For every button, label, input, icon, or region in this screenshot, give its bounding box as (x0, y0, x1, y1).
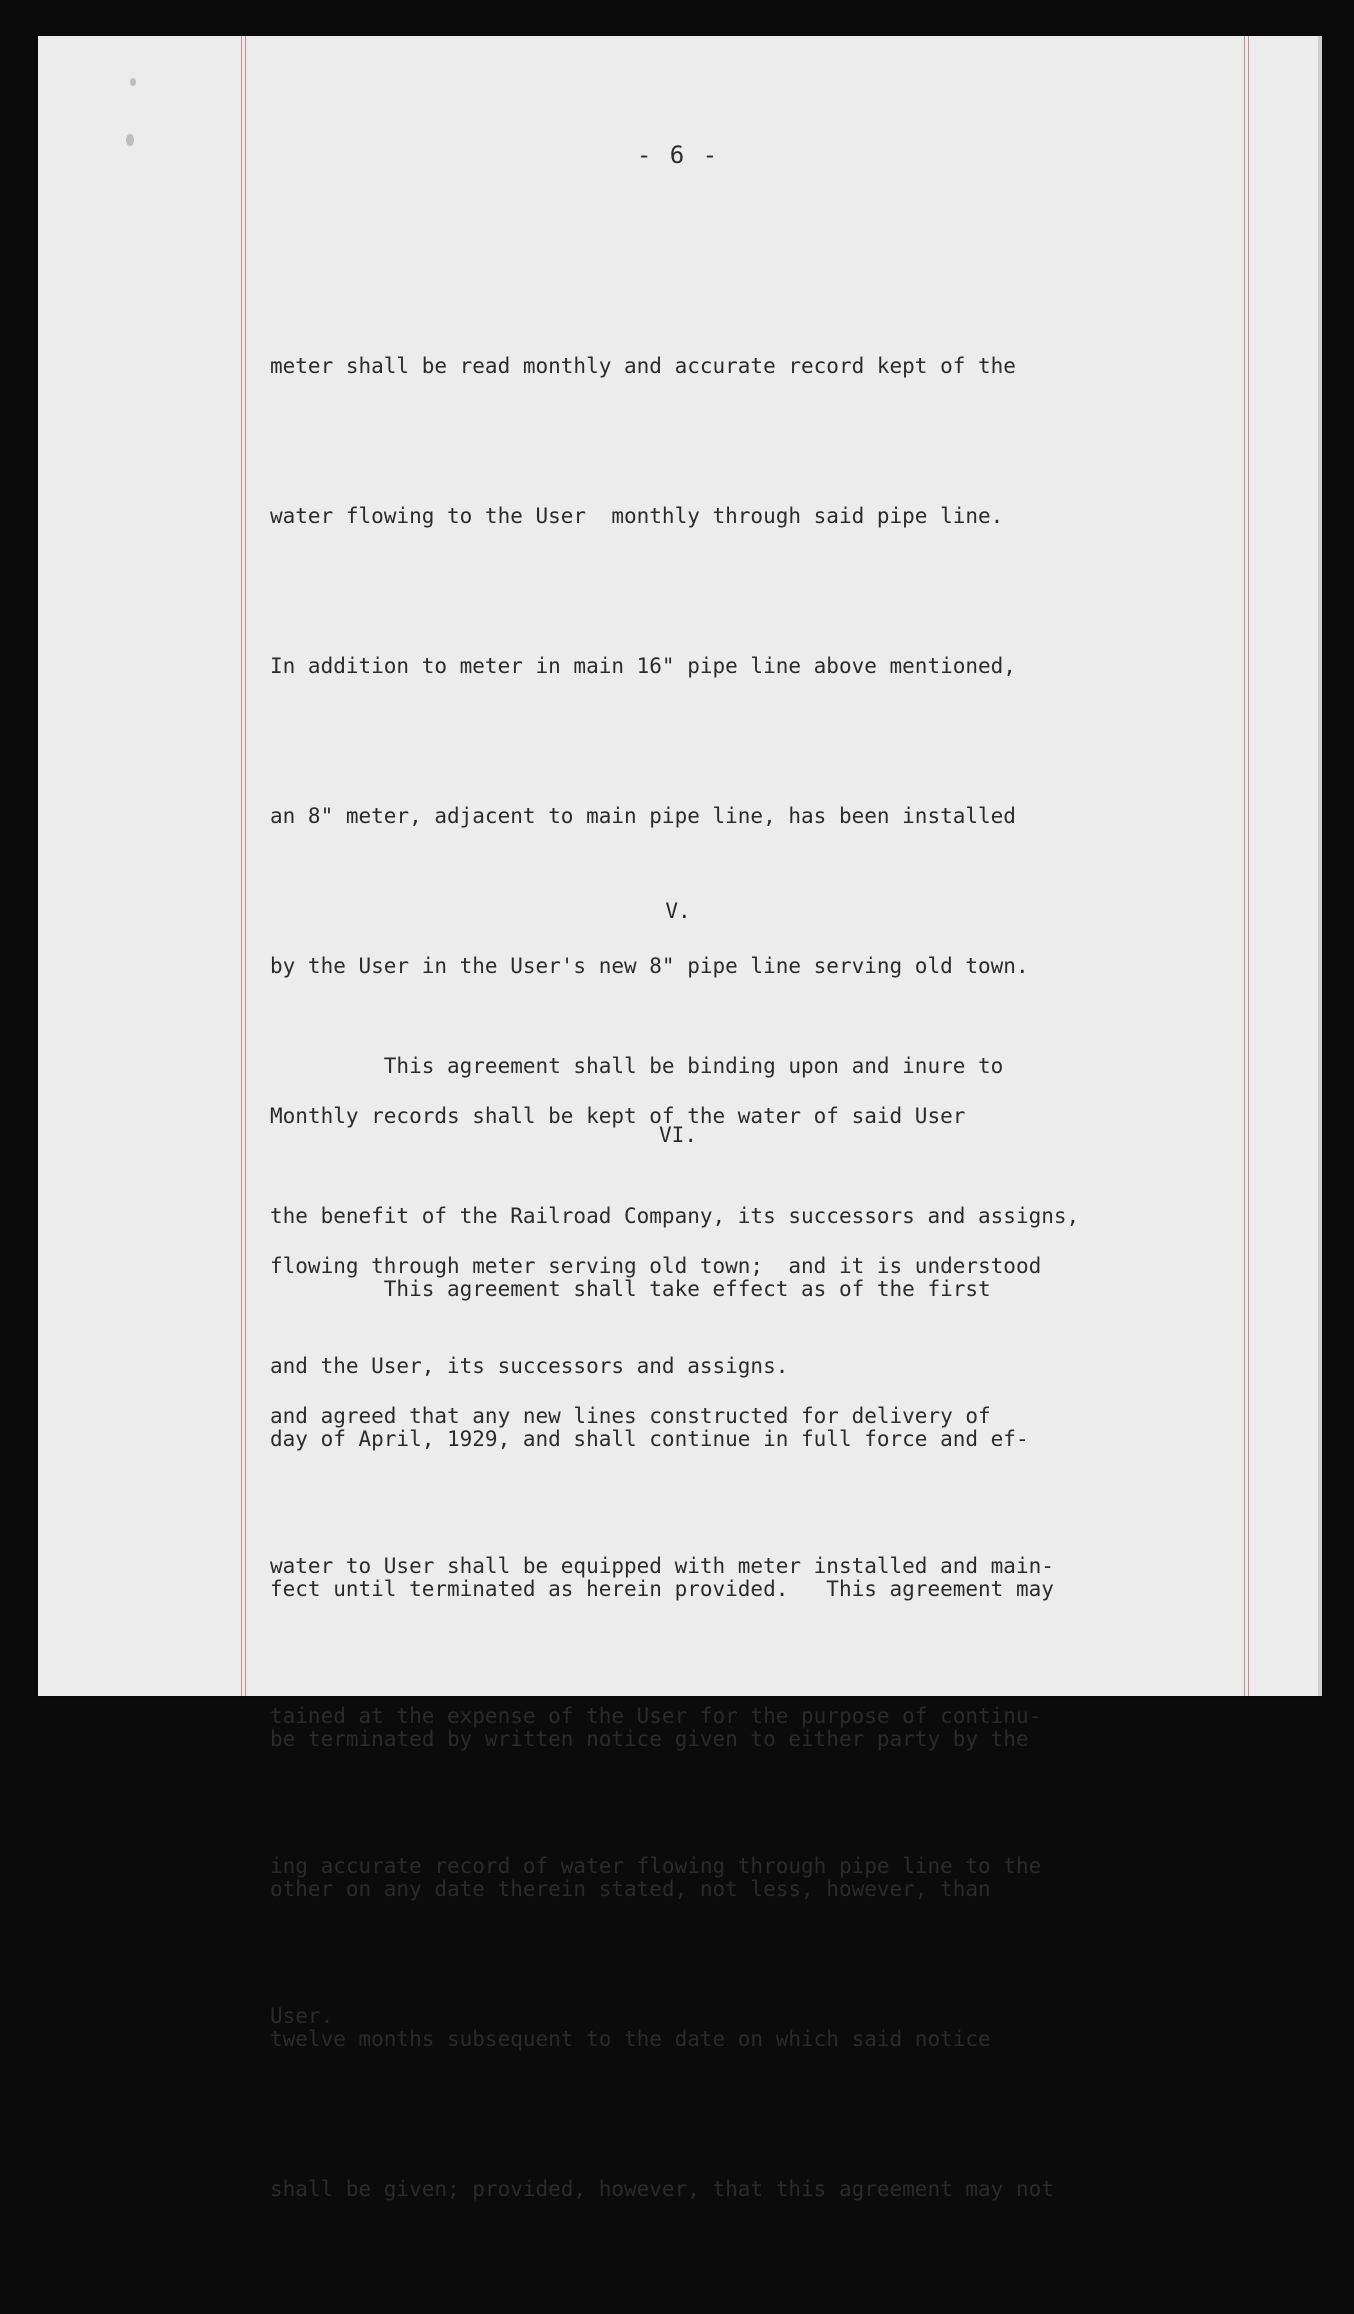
text-line: twelve months subsequent to the date on which said notice (270, 2027, 991, 2051)
text-line: tained at the expense of the User for the purpose of continu- (270, 1704, 1042, 1728)
section-vi-text (270, 1164, 1250, 2314)
text-line: day of April, 1929, and shall continue in full force and ef- (270, 1427, 1029, 1451)
text-line: fect until terminated as herein provided. This agreement may (270, 1577, 1054, 1601)
text-line: other on any date therein stated, not less, however, than (270, 1877, 991, 1901)
text-line: User. (270, 2004, 334, 2028)
text-line: Monthly records shall be kept of the water of said User (270, 1104, 966, 1128)
section-heading-v: V. (665, 899, 691, 923)
text-line: ing accurate record of water flowing through pipe line to the (270, 1854, 1042, 1878)
text-line: the benefit of the Railroad Company, its successors and assigns, (270, 1204, 1080, 1228)
paper-speck (126, 134, 134, 146)
page-stack-edge (1318, 36, 1322, 1696)
text-line: flowing through meter serving old town; and it is understood (270, 1254, 1042, 1278)
text-line: be terminated by written notice given to either party by the (270, 1727, 1029, 1751)
text-line: In addition to meter in main 16" pipe line above mentioned, (270, 654, 1016, 678)
text-line: an 8" meter, adjacent to main pipe line, has been installed (270, 804, 1016, 828)
text-line: water to User shall be equipped with meter installed and main- (270, 1554, 1054, 1578)
text-line: and agreed that any new lines constructed for delivery of (270, 1404, 991, 1428)
text-line: This agreement shall be binding upon and inure to (270, 1054, 1004, 1078)
page-number: - 6 - (636, 141, 720, 169)
text-line: shall be given; provided, however, that this agreement may not (270, 2177, 1054, 2201)
text-line: This agreement shall take effect as of the first (270, 1277, 991, 1301)
text-line: water flowing to the User monthly through said pipe line. (270, 504, 1004, 528)
text-line: by the User in the User's new 8" pipe line serving old town. (270, 954, 1029, 978)
left-margin-rule (241, 36, 242, 1696)
section-heading-vi: VI. (659, 1123, 697, 1147)
document-page (38, 36, 1318, 2201)
left-margin-rule-inner (245, 36, 246, 1696)
text-line: and the User, its successors and assigns. (270, 1354, 789, 1378)
paper-speck (130, 78, 136, 86)
text-line: meter shall be read monthly and accurate record kept of the (270, 354, 1016, 378)
